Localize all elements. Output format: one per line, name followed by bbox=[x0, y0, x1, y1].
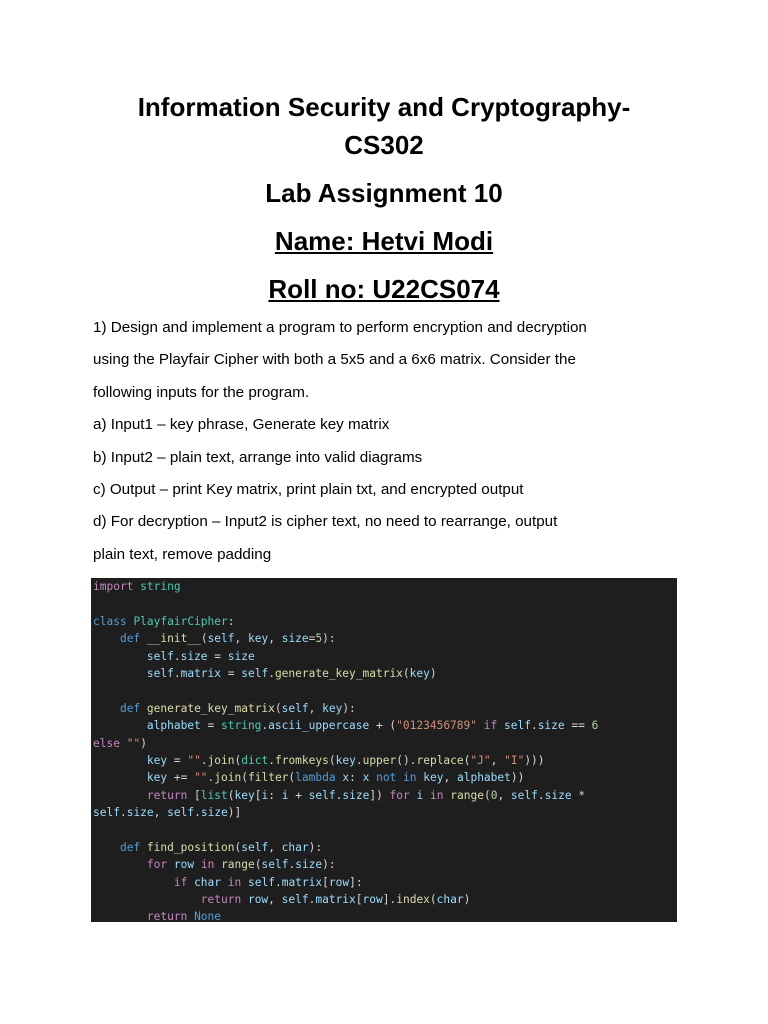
code-token: size bbox=[180, 649, 208, 663]
course-title bbox=[60, 88, 708, 164]
code-token: string bbox=[221, 719, 262, 733]
code-token: : bbox=[349, 771, 363, 785]
code-line bbox=[93, 769, 675, 786]
code-token: . bbox=[537, 788, 545, 802]
code-token: [ bbox=[187, 788, 201, 802]
code-token: replace bbox=[416, 753, 464, 767]
code-token: size bbox=[227, 649, 255, 663]
code-token: dict bbox=[241, 753, 269, 767]
code-token: x bbox=[342, 771, 350, 785]
code-token: join bbox=[214, 771, 242, 785]
code-line bbox=[93, 891, 675, 908]
question-line: using the Playfair Cipher with both a 5x5 and a 6x6 matrix. Consider the bbox=[93, 351, 576, 369]
code-token: , bbox=[443, 771, 457, 785]
code-token: self bbox=[241, 840, 269, 854]
code-token bbox=[423, 789, 430, 802]
code-token: in bbox=[200, 858, 215, 872]
code-token: i bbox=[281, 788, 289, 802]
code-token: )) bbox=[510, 771, 525, 785]
code-token: = bbox=[200, 719, 221, 733]
code-token: i bbox=[416, 788, 424, 802]
code-token: row bbox=[247, 893, 269, 907]
code-token: ascii_uppercase bbox=[268, 719, 370, 733]
code-token: self bbox=[248, 875, 275, 889]
code-token: , bbox=[497, 788, 511, 802]
code-token: size bbox=[295, 858, 323, 872]
code-token: (). bbox=[396, 753, 417, 767]
code-token: fromkeys bbox=[274, 753, 329, 767]
code-line bbox=[93, 804, 675, 821]
code-token: def bbox=[119, 701, 141, 715]
code-token: "" bbox=[194, 771, 208, 785]
code-line bbox=[93, 856, 675, 873]
code-token bbox=[241, 893, 248, 906]
code-token: . bbox=[119, 806, 127, 820]
code-token: . bbox=[173, 666, 181, 680]
code-token: key bbox=[335, 753, 356, 767]
code-token: size bbox=[537, 719, 565, 733]
code-line bbox=[93, 595, 675, 612]
code-token: self bbox=[510, 788, 538, 802]
code-line bbox=[93, 682, 675, 699]
code-token: ( bbox=[254, 858, 262, 872]
code-token: self bbox=[503, 719, 531, 733]
code-token: ): bbox=[308, 840, 323, 854]
code-token: key bbox=[248, 632, 269, 646]
code-line bbox=[93, 665, 675, 682]
code-token: + bbox=[288, 788, 309, 802]
course-title-line1: Information Security and Cryptography- bbox=[137, 92, 631, 122]
code-token bbox=[140, 841, 147, 854]
code-line bbox=[93, 700, 675, 717]
code-token: None bbox=[194, 910, 222, 922]
code-token: filter bbox=[248, 771, 289, 785]
code-token: ) bbox=[140, 736, 147, 750]
code-token: == bbox=[564, 719, 592, 733]
code-token: key bbox=[234, 788, 255, 802]
question-line: c) Output – print Key matrix, print plain txt, and encrypted output bbox=[93, 481, 524, 499]
code-token: : bbox=[268, 788, 282, 802]
code-line bbox=[93, 717, 675, 734]
code-token: size bbox=[544, 788, 572, 802]
code-line bbox=[93, 752, 675, 769]
code-token: self bbox=[167, 806, 195, 820]
code-token: upper bbox=[362, 753, 397, 767]
code-token: for bbox=[146, 858, 168, 872]
code-token bbox=[477, 719, 484, 732]
code-token bbox=[194, 858, 201, 871]
question-line: 1) Design and implement a program to perform encryption and decryption bbox=[93, 319, 587, 336]
code-token: ( bbox=[227, 788, 235, 802]
code-token: char bbox=[281, 840, 309, 854]
course-title-line2: CS302 bbox=[344, 130, 424, 160]
code-token: matrix bbox=[180, 666, 222, 680]
code-token: import bbox=[93, 580, 134, 593]
code-token bbox=[93, 858, 147, 871]
code-token: "0123456789" bbox=[396, 719, 477, 733]
code-line bbox=[93, 648, 675, 665]
code-token: ]) bbox=[369, 788, 390, 802]
code-token: self bbox=[261, 858, 289, 872]
code-token: generate_key_matrix bbox=[274, 666, 403, 680]
code-token: = bbox=[221, 666, 242, 680]
code-token bbox=[93, 771, 147, 784]
code-token: char bbox=[194, 875, 222, 889]
code-token bbox=[93, 702, 120, 715]
assignment-title: Lab Assignment 10 bbox=[265, 178, 503, 208]
code-line bbox=[93, 821, 675, 838]
code-token bbox=[93, 632, 120, 645]
code-token: "" bbox=[126, 736, 141, 750]
code-token: size bbox=[126, 806, 154, 820]
code-token: self bbox=[241, 666, 269, 680]
code-token: lambda bbox=[295, 771, 336, 785]
code-token: [ bbox=[355, 893, 363, 907]
code-token: ]. bbox=[382, 893, 397, 907]
code-token: "" bbox=[187, 753, 201, 767]
code-token: i bbox=[261, 788, 269, 802]
code-token bbox=[93, 893, 201, 906]
code-token: else bbox=[93, 736, 120, 750]
code-token: ( bbox=[200, 632, 208, 646]
code-token: ( bbox=[402, 666, 410, 680]
code-token: ( bbox=[241, 771, 248, 785]
code-token: , bbox=[308, 701, 323, 715]
code-token: ( bbox=[463, 753, 471, 767]
code-token: self bbox=[146, 649, 174, 663]
code-token: size bbox=[342, 788, 370, 802]
question-text bbox=[93, 312, 693, 571]
code-token: if bbox=[483, 719, 498, 733]
code-token: __init__ bbox=[146, 632, 201, 646]
code-token: ( bbox=[483, 788, 491, 802]
code-token: range bbox=[221, 858, 255, 872]
code-token: return bbox=[146, 910, 188, 922]
code-token: alphabet bbox=[146, 719, 201, 733]
code-token: in bbox=[430, 788, 444, 802]
code-token: . bbox=[355, 753, 363, 767]
code-token: , bbox=[153, 806, 168, 820]
code-token: . bbox=[261, 719, 269, 733]
code-token: return bbox=[146, 788, 188, 802]
code-token bbox=[93, 841, 120, 854]
code-line bbox=[93, 735, 675, 752]
code-token: [ bbox=[322, 875, 329, 889]
code-token bbox=[93, 789, 147, 802]
code-token: . bbox=[308, 893, 316, 907]
code-token: def bbox=[119, 840, 141, 854]
code-token: self bbox=[207, 632, 235, 646]
code-token: range bbox=[450, 788, 484, 802]
code-token: ]: bbox=[349, 875, 363, 889]
code-token: . bbox=[268, 753, 275, 767]
code-token: . bbox=[200, 753, 208, 767]
code-token: , bbox=[268, 893, 282, 907]
code-token bbox=[221, 876, 228, 889]
code-token: self bbox=[308, 788, 336, 802]
roll-number: Roll no: U22CS074 bbox=[268, 274, 500, 304]
code-token: "J" bbox=[470, 753, 491, 767]
code-token: ( bbox=[288, 771, 296, 785]
code-token: size bbox=[200, 806, 228, 820]
code-token bbox=[140, 702, 147, 715]
code-token: . bbox=[530, 719, 538, 733]
code-token: key bbox=[146, 771, 168, 785]
code-token bbox=[241, 876, 248, 889]
code-token bbox=[167, 858, 174, 871]
code-token: . bbox=[194, 806, 201, 820]
code-token: ( bbox=[234, 840, 242, 854]
code-token: ( bbox=[274, 701, 282, 715]
code-token bbox=[497, 719, 504, 732]
code-token: . bbox=[288, 858, 296, 872]
code-token: class bbox=[93, 614, 127, 628]
code-token: join bbox=[207, 753, 235, 767]
code-token: key bbox=[322, 701, 343, 715]
code-token: = bbox=[207, 649, 228, 663]
question-line: a) Input1 – key phrase, Generate key matrix bbox=[93, 416, 390, 434]
code-token: row bbox=[362, 893, 383, 907]
code-token bbox=[120, 737, 127, 750]
code-token: matrix bbox=[281, 875, 323, 889]
code-token bbox=[93, 667, 147, 680]
question-line: b) Input2 – plain text, arrange into valid diagrams bbox=[93, 448, 423, 466]
code-token: += bbox=[167, 771, 195, 785]
code-token: , bbox=[268, 840, 282, 854]
code-token: = bbox=[167, 753, 188, 767]
code-token: def bbox=[119, 632, 141, 646]
code-token: )] bbox=[227, 806, 242, 820]
code-token: ): bbox=[342, 701, 356, 715]
code-token: "I" bbox=[504, 753, 525, 767]
code-token: , bbox=[234, 632, 248, 646]
code-token bbox=[410, 789, 417, 802]
code-token: 5 bbox=[315, 632, 323, 646]
code-token: key bbox=[146, 753, 168, 767]
code-line bbox=[93, 613, 675, 630]
code-token: ))) bbox=[524, 753, 545, 767]
code-token: ): bbox=[322, 858, 336, 872]
code-token: 6 bbox=[591, 719, 599, 733]
code-token: . bbox=[173, 649, 181, 663]
code-token: key bbox=[409, 666, 430, 680]
code-token: = bbox=[308, 632, 316, 646]
code-token: self bbox=[93, 806, 120, 820]
code-token: . bbox=[207, 771, 215, 785]
code-token: char bbox=[436, 893, 464, 907]
question-line: d) For decryption – Input2 is cipher text, no need to rearrange, output bbox=[93, 513, 558, 531]
code-token: for bbox=[389, 788, 410, 802]
code-token: , bbox=[268, 632, 282, 646]
code-token: list bbox=[200, 788, 228, 802]
code-line bbox=[93, 839, 675, 856]
code-token: key bbox=[423, 771, 444, 785]
code-token bbox=[93, 754, 147, 767]
code-token bbox=[93, 910, 147, 922]
code-token: ( bbox=[328, 753, 336, 767]
code-snippet bbox=[91, 578, 677, 922]
code-token bbox=[93, 650, 147, 663]
code-token: alphabet bbox=[456, 771, 511, 785]
code-token: generate_key_matrix bbox=[146, 701, 275, 715]
code-token: self bbox=[281, 893, 309, 907]
code-token: + ( bbox=[369, 719, 397, 733]
code-token: if bbox=[173, 875, 188, 889]
question-line: following inputs for the program. bbox=[93, 383, 310, 401]
code-token: : bbox=[227, 614, 235, 628]
code-token: * bbox=[571, 788, 586, 802]
code-token: index bbox=[396, 893, 430, 907]
code-token: PlayfairCipher bbox=[133, 614, 228, 628]
code-line bbox=[93, 908, 675, 922]
code-token: not bbox=[376, 771, 397, 785]
code-token bbox=[93, 876, 174, 889]
code-line bbox=[93, 787, 675, 804]
code-token: matrix bbox=[315, 893, 356, 907]
code-token: self bbox=[281, 701, 309, 715]
code-token: ): bbox=[322, 632, 336, 646]
code-line bbox=[93, 874, 675, 891]
code-token: ) bbox=[463, 893, 471, 907]
student-name: Name: Hetvi Modi bbox=[274, 226, 494, 256]
code-token: 0 bbox=[490, 788, 498, 802]
code-token: . bbox=[335, 788, 343, 802]
question-line: plain text, remove padding bbox=[93, 545, 272, 563]
code-token: string bbox=[140, 580, 181, 593]
code-token: row bbox=[173, 858, 195, 872]
code-token: size bbox=[281, 632, 309, 646]
code-line bbox=[93, 578, 675, 595]
code-token: . bbox=[268, 666, 275, 680]
code-token: ( bbox=[234, 753, 242, 767]
code-token: [ bbox=[254, 788, 262, 802]
code-token bbox=[140, 632, 147, 645]
code-token: row bbox=[328, 875, 350, 889]
code-token: ) bbox=[429, 666, 437, 680]
code-token: . bbox=[274, 875, 282, 889]
code-token bbox=[93, 719, 147, 732]
code-token: in bbox=[227, 875, 242, 889]
code-token: in bbox=[403, 771, 417, 785]
code-token: , bbox=[490, 753, 505, 767]
code-token: x bbox=[362, 771, 370, 785]
code-line bbox=[93, 630, 675, 647]
code-token: find_position bbox=[146, 840, 235, 854]
code-token: ( bbox=[429, 893, 437, 907]
code-token: self bbox=[146, 666, 174, 680]
code-token: return bbox=[200, 893, 242, 907]
